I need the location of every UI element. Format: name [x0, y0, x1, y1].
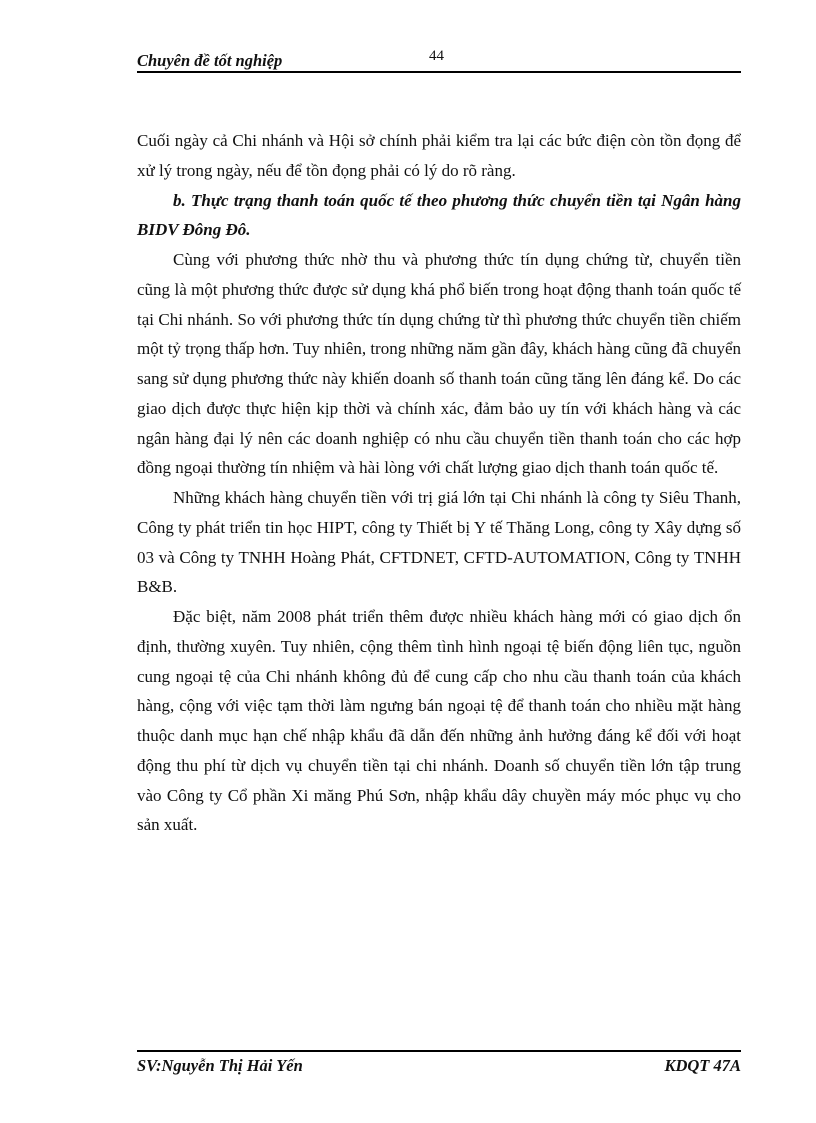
- footer-author: SV:Nguyễn Thị Hải Yến: [137, 1056, 303, 1075]
- footer-rule: [137, 1050, 741, 1052]
- footer-class-code: KDQT 47A: [664, 1056, 741, 1075]
- body-paragraph-1: Cuối ngày cả Chi nhánh và Hội sở chính phải kiểm tra lại các bức điện còn tồn đọng để xử lý trong ngày, nếu để tồn đọng phải có lý do rõ ràng.: [137, 131, 741, 180]
- body-paragraph-3: Những khách hàng chuyển tiền với trị giá lớn tại Chi nhánh là công ty Siêu Thanh, Công ty phát triển tin học HIPT, công ty Thiết bị Y tế Thăng Long, công ty Xây dựng số 03 và Công ty TNHH Hoàng Phát, CFTDNET, CFTD-AUTOMATION, Công ty TNHH B&B.: [137, 488, 741, 597]
- body-paragraph-2: Cùng với phương thức nhờ thu và phương thức tín dụng chứng từ, chuyển tiền cũng là một phương thức được sử dụng khá phổ biến trong hoạt động thanh toán quốc tế tại Chi nhánh. So với phương thức tín dụng chứng từ thì phương thức chuyển tiền chiếm một tỷ trọng thấp hơn. Tuy nhiên, trong những năm gần đây, khách hàng cũng đã chuyển sang sử dụng phương thức này khiến doanh số thanh toán cũng tăng lên đáng kể. Do các giao dịch được thực hiện kịp thời và chính xác, đảm bảo uy tín với khách hàng và các ngân hàng đại lý nên các doanh nghiệp có nhu cầu chuyển tiền thanh toán cho các hợp đồng ngoại thường tín nhiệm và hài lòng với chất lượng giao dịch thanh toán quốc tế.: [137, 250, 741, 478]
- header-rule: [137, 71, 741, 73]
- header-title: Chuyên đề tốt nghiệp: [137, 51, 283, 70]
- section-subheading: b. Thực trạng thanh toán quốc tế theo phương thức chuyển tiền tại Ngân hàng BIDV Đông Đô.: [137, 190, 741, 240]
- page-body: [137, 126, 741, 840]
- page-number: 44: [429, 48, 444, 64]
- body-paragraph-4: Đặc biệt, năm 2008 phát triển thêm được nhiều khách hàng mới có giao dịch ổn định, thường xuyên. Tuy nhiên, cộng thêm tình hình ngoại tệ biến động liên tục, nguồn cung ngoại tệ của Chi nhánh không đủ để cung cấp cho nhu cầu thanh toán của khách hàng, cộng với việc tạm thời làm ngưng bán ngoại tệ để thanh toán cho nhiều mặt hàng thuộc danh mục hạn chế nhập khẩu đã dẫn đến những ảnh hưởng đáng kể đối với hoạt động thu phí từ dịch vụ chuyển tiền tại chi nhánh. Doanh số chuyển tiền lớn tập trung vào Công ty Cổ phần Xi măng Phú Sơn, nhập khẩu dây chuyền máy móc phục vụ cho sản xuất.: [137, 607, 741, 835]
